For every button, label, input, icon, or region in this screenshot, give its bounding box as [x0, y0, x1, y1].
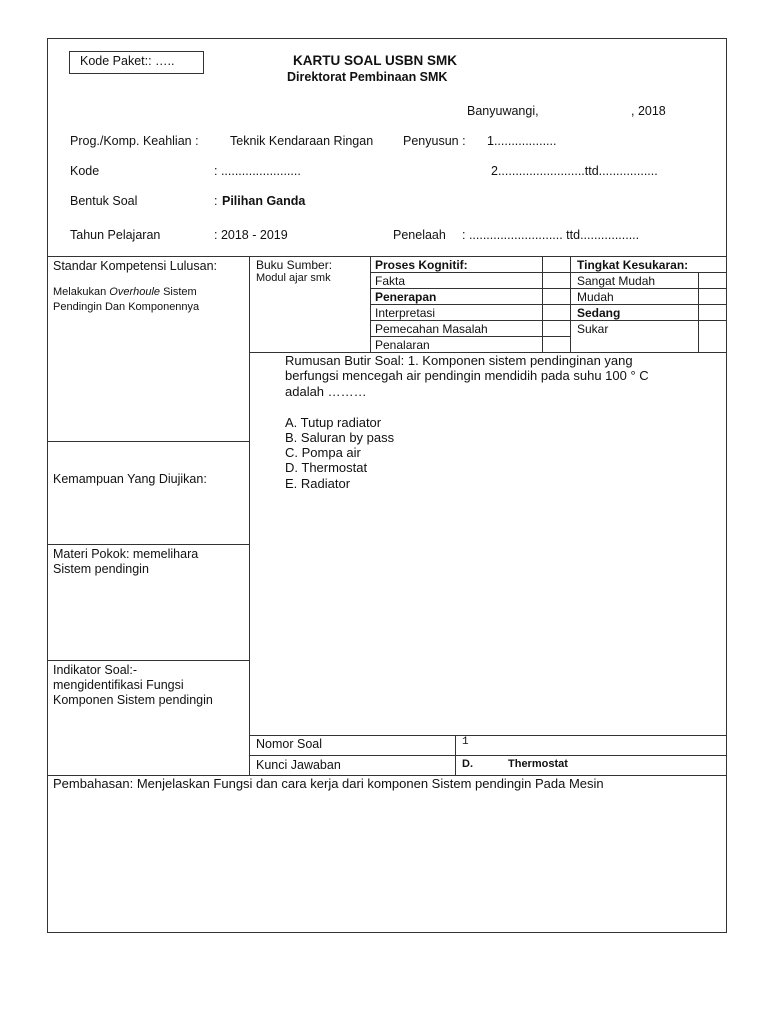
penyusun-1: 1.................. [487, 134, 557, 148]
prog-label: Prog./Komp. Keahlian : [70, 134, 199, 148]
question-line3: adalah ……… [285, 384, 367, 399]
proses-header: Proses Kognitif: [375, 258, 468, 272]
kode-label: Kode [70, 164, 100, 178]
skl-value-line1 [53, 286, 197, 298]
kunci-top-line [249, 755, 726, 756]
question-line1: Rumusan Butir Soal: 1. Komponen sistem pendinginan yang [285, 353, 633, 368]
nomor-value: 1 [462, 736, 469, 748]
skl-italic: Overhoule [109, 286, 161, 298]
bentuk-value: Pilihan Ganda [222, 194, 306, 208]
kunci-value: Thermostat [508, 758, 568, 770]
row-line-4 [370, 320, 726, 321]
penelaah-label: Penelaah [393, 228, 446, 242]
row-line-1 [370, 272, 726, 273]
tingkat-check-divider [698, 272, 699, 352]
option-a: A. Tutup radiator [285, 415, 382, 430]
skl-post: Sistem [160, 286, 197, 298]
skl-label: Standar Kompetensi Lulusan: [53, 259, 217, 273]
indikator-line3: Komponen Sistem pendingin [53, 693, 213, 707]
place-date: Banyuwangi, [467, 104, 539, 118]
materi-line2: Sistem pendingin [53, 562, 149, 576]
proses-item-fakta: Fakta [375, 274, 406, 288]
tingkat-item-sangat-mudah: Sangat Mudah [577, 274, 656, 288]
table-top-line [47, 256, 726, 257]
nomor-top-line [249, 735, 726, 736]
tingkat-item-sukar: Sukar [577, 322, 609, 336]
proses-item-interpretasi: Interpretasi [375, 306, 436, 320]
row-line-5 [370, 336, 570, 337]
skl-value-line2: Pendingin Dan Komponennya [53, 301, 200, 313]
penelaah-value: : ........................... ttd................. [462, 228, 640, 242]
tingkat-item-sedang: Sedang [577, 306, 621, 320]
option-b: B. Saluran by pass [285, 430, 395, 445]
tingkat-header: Tingkat Kesukaran: [577, 258, 689, 272]
penyusun-2: 2.........................ttd................. [491, 164, 658, 178]
kunci-letter: D. [462, 758, 473, 770]
proses-item-penalaran: Penalaran [375, 338, 430, 352]
skl-pre: Melakukan [53, 286, 110, 298]
card-title: KARTU SOAL USBN SMK [293, 53, 458, 68]
left-line-2 [47, 544, 249, 545]
kunci-label: Kunci Jawaban [256, 758, 341, 772]
bottom-value-divider [455, 735, 456, 775]
nomor-label: Nomor Soal [256, 737, 322, 751]
prog-value: Teknik Kendaraan Ringan [230, 134, 374, 148]
option-e: E. Radiator [285, 476, 351, 491]
card-subtitle: Direktorat Pembinaan SMK [287, 70, 448, 84]
indikator-line1: Indikator Soal:- [53, 663, 138, 677]
tingkat-item-mudah: Mudah [577, 290, 614, 304]
bentuk-colon: : [214, 194, 218, 208]
row-line-2 [370, 288, 726, 289]
option-d: D. Thermostat [285, 460, 368, 475]
left-column-divider [249, 256, 250, 775]
materi-line1: Materi Pokok: memelihara [53, 547, 199, 561]
bentuk-label: Bentuk Soal [70, 194, 138, 208]
option-c: C. Pompa air [285, 445, 361, 460]
penyusun-label: Penyusun : [403, 134, 466, 148]
buku-label: Buku Sumber: [256, 258, 333, 272]
left-line-3 [47, 660, 249, 661]
row-line-3 [370, 304, 726, 305]
tahun-value: : 2018 - 2019 [214, 228, 288, 242]
proses-item-penerapan: Penerapan [375, 290, 437, 304]
tahun-label: Tahun Pelajaran [70, 228, 161, 242]
proses-item-pemecahan: Pemecahan Masalah [375, 322, 488, 336]
question-line2: berfungsi mencegah air pendingin mendidih pada suhu 100 ° C [285, 368, 649, 383]
left-line-1 [47, 441, 249, 442]
kemampuan-label: Kemampuan Yang Diujikan: [53, 472, 207, 486]
indikator-line2: mengidentifikasi Fungsi [53, 678, 184, 692]
kode-paket: Kode Paket:: ….. [80, 54, 175, 68]
kode-value: : ....................... [214, 164, 301, 178]
buku-value: Modul ajar smk [256, 272, 331, 284]
pembahasan: Pembahasan: Menjelaskan Fungsi dan cara kerja dari komponen Sistem pendingin Pada Mesin [53, 776, 604, 791]
year: , 2018 [631, 104, 666, 118]
